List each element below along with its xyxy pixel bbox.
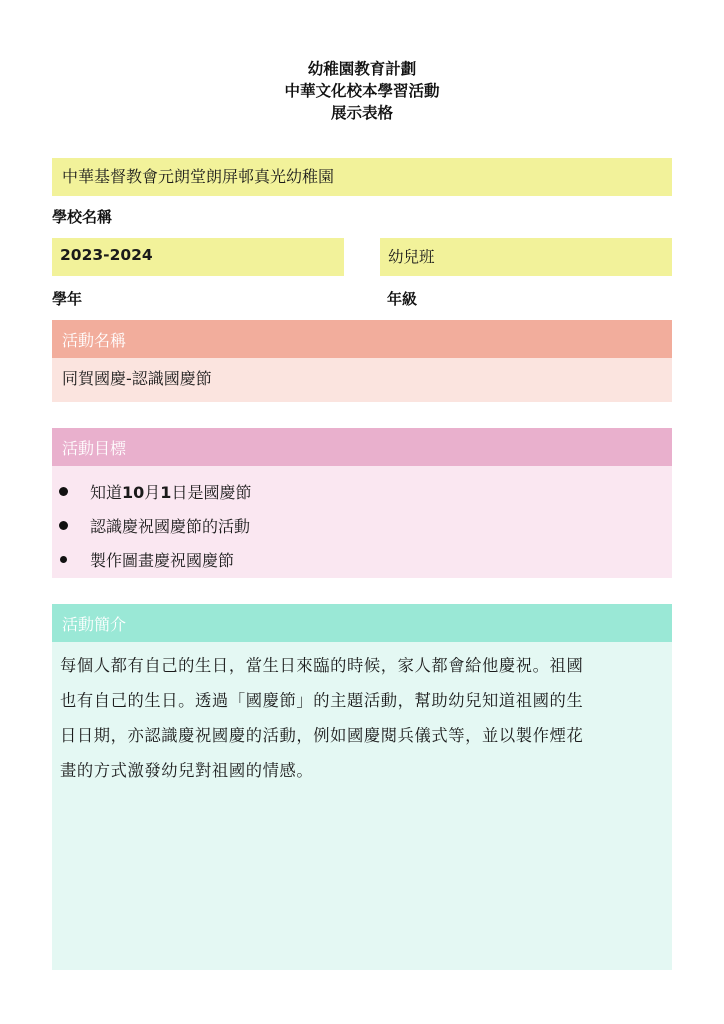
objective-text: 知道10月1日是國慶節 bbox=[90, 482, 252, 502]
objectives-list bbox=[52, 466, 672, 578]
objective-text: 製作圖畫慶祝國慶節 bbox=[90, 550, 235, 570]
grade-field: 幼兒班 bbox=[380, 238, 672, 276]
introduction-line: 日日期，亦認識慶祝國慶的活動，例如國慶閱兵儀式等，並以製作煙花 bbox=[60, 726, 584, 745]
title-line-2: 中華文化校本學習活動 bbox=[284, 82, 440, 100]
objective-item bbox=[52, 474, 672, 508]
objective-item bbox=[52, 508, 672, 542]
objective-text: 認識慶祝國慶節的活動 bbox=[90, 516, 251, 536]
activity-name-value: 同賀國慶-認識國慶節 bbox=[52, 358, 672, 402]
title-line-1: 幼稚園教育計劃 bbox=[307, 60, 417, 78]
bullet-icon bbox=[59, 487, 68, 496]
introduction-line: 每個人都有自己的生日，當生日來臨的時候，家人都會給他慶祝。祖國 bbox=[60, 656, 584, 675]
school-name-label: 學校名稱 bbox=[52, 208, 113, 226]
school-year-label: 學年 bbox=[52, 290, 83, 308]
school-name-field: 中華基督教會元朗堂朗屏邨真光幼稚園 bbox=[52, 158, 672, 196]
activity-name-header: 活動名稱 bbox=[52, 320, 672, 358]
introduction-line: 畫的方式激發幼兒對祖國的情感。 bbox=[60, 761, 314, 780]
introduction-line: 也有自己的生日。透過「國慶節」的主題活動，幫助幼兒知道祖國的生 bbox=[60, 691, 584, 710]
grade-label: 年級 bbox=[387, 290, 418, 308]
bullet-icon bbox=[59, 521, 68, 530]
document-title bbox=[0, 58, 724, 124]
introduction-body bbox=[52, 642, 672, 970]
introduction-header: 活動簡介 bbox=[52, 604, 672, 642]
objective-item bbox=[52, 542, 672, 576]
bullet-icon bbox=[60, 556, 67, 563]
title-line-3: 展示表格 bbox=[330, 104, 393, 122]
objectives-header: 活動目標 bbox=[52, 428, 672, 466]
school-year-field: 2023-2024 bbox=[52, 238, 344, 276]
